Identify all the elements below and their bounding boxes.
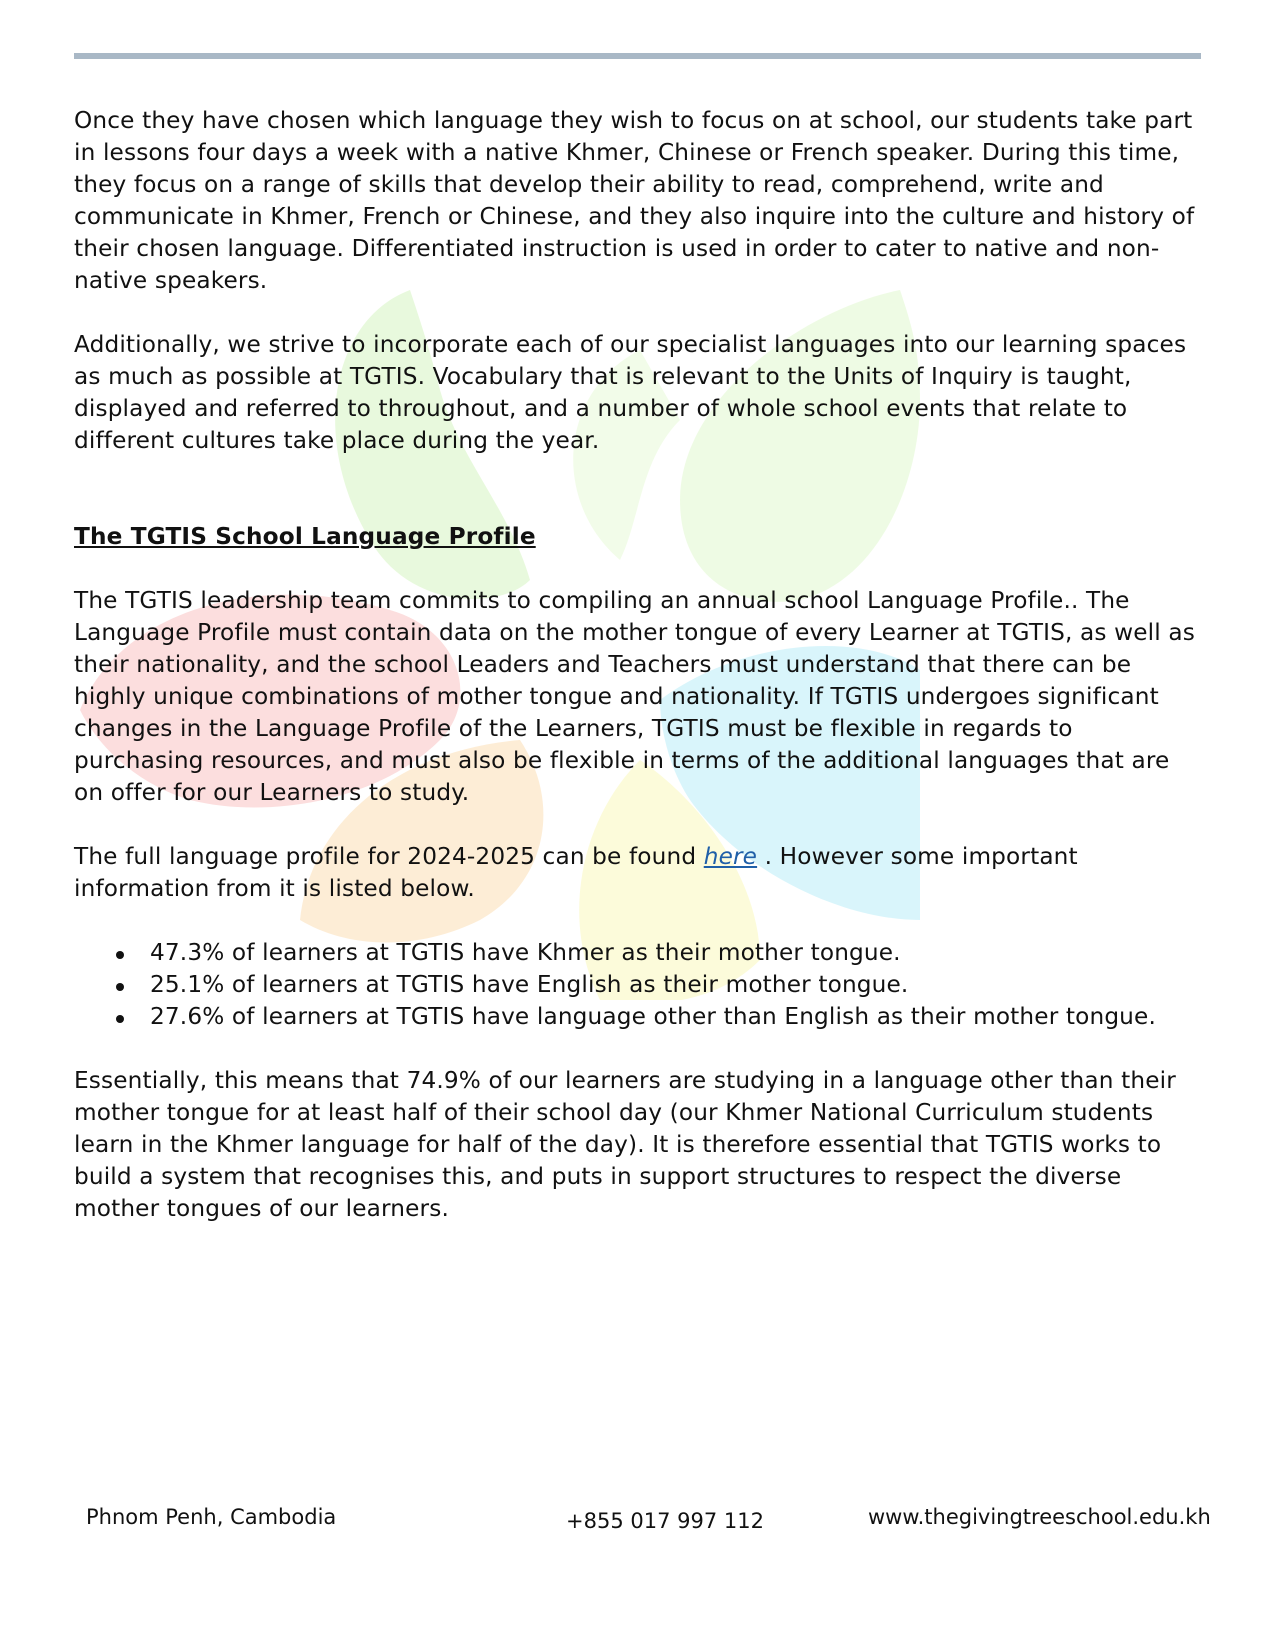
- list-item: 47.3% of learners at TGTIS have Khmer as their mother tongue.: [74, 937, 1204, 969]
- header-rule: [74, 53, 1201, 59]
- paragraph-language-profile: The TGTIS leadership team commits to compiling an annual school Language Profile.. The Language Profile must contain data on the mother tongue of every Learner at TGTIS, as well as their nationality, and the school Leaders and Teachers must understand that there can be highly unique combinations of mother tongue and nationality. If TGTIS undergoes significant changes in the Language Profile of the Learners, TGTIS must be flexible in regards to purchasing resources, and must also be flexible in terms of the additional languages that are on offer for our Learners to study.: [74, 587, 1195, 806]
- statistics-list: [74, 937, 1204, 1033]
- list-item: 27.6% of learners at TGTIS have language other than English as their mother tongue.: [74, 1001, 1204, 1033]
- paragraph-specialist-languages: Additionally, we strive to incorporate each of our specialist languages into our learning spaces as much as possible at TGTIS. Vocabulary that is relevant to the Units of Inquiry is taught, displayed and referred to throughout, and a number of whole school events that relate to different cultures take place during the year.: [74, 331, 1187, 454]
- section-heading: The TGTIS School Language Profile: [74, 523, 536, 550]
- paragraph-full-profile: [74, 841, 1204, 905]
- paragraph-full-profile-tail: . However some important information from it is listed below.: [74, 843, 1078, 902]
- paragraph-full-profile-lead: The full language profile for 2024-2025 can be found: [74, 843, 704, 870]
- footer-location: Phnom Penh, Cambodia: [86, 1505, 337, 1529]
- page-footer: [0, 1505, 1275, 1545]
- list-item: 25.1% of learners at TGTIS have English as their mother tongue.: [74, 969, 1204, 1001]
- paragraph-conclusion: Essentially, this means that 74.9% of our learners are studying in a language other than their mother tongue for at least half of their school day (our Khmer National Curriculum students learn in the Khmer language for half of the day). It is therefore essential that TGTIS works to build a system that recognises this, and puts in support structures to respect the diverse mother tongues of our learners.: [74, 1067, 1176, 1222]
- footer-website: www.thegivingtreeschool.edu.kh: [868, 1505, 1211, 1529]
- document-body: [74, 105, 1204, 1225]
- language-profile-link[interactable]: here: [703, 843, 758, 870]
- footer-phone: +855 017 997 112: [566, 1509, 764, 1533]
- paragraph-language-lessons: Once they have chosen which language they wish to focus on at school, our students take part in lessons four days a week with a native Khmer, Chinese or French speaker. During this time, they focus on a range of skills that develop their ability to read, comprehend, write and communicate in Khmer, French or Chinese, and they also inquire into the culture and history of their chosen language. Differentiated instruction is used in order to cater to native and non-native speakers.: [74, 107, 1195, 294]
